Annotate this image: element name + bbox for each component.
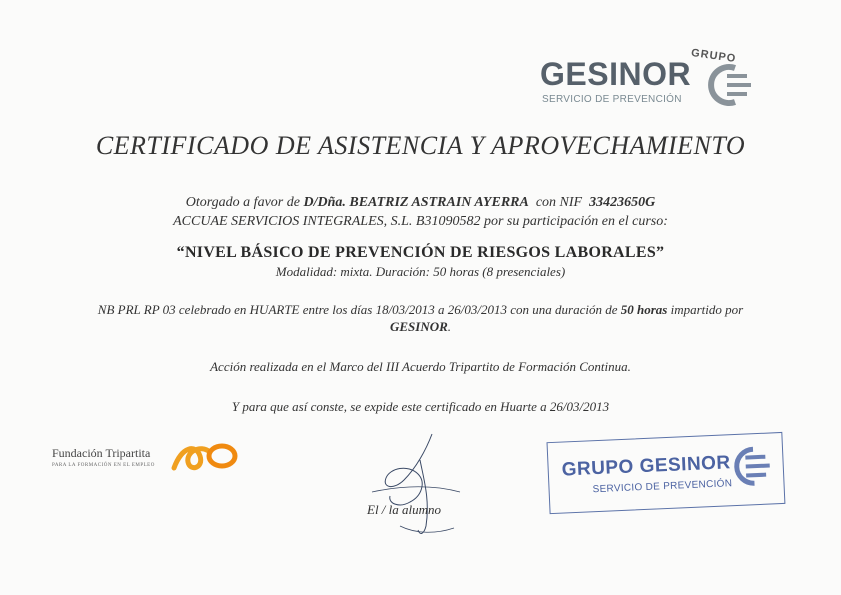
gesinor-logo bbox=[540, 46, 755, 112]
session-end: . bbox=[447, 319, 452, 334]
certificate-title: CERTIFICADO DE ASISTENCIA Y APROVECHAMIENTO bbox=[95, 131, 746, 160]
logo-grupo-text: GRUPO bbox=[690, 46, 737, 66]
course-name: “NIVEL BÁSICO DE PREVENCIÓN DE RIESGOS LABORALES” bbox=[176, 244, 665, 261]
nif-value: 33423650G bbox=[589, 195, 656, 210]
fundacion-name: Fundación Tripartita bbox=[52, 446, 151, 460]
grant-line-2: ACCUAE SERVICIOS INTEGRALES, S.L. B31090582 por su participación en el curso: bbox=[173, 214, 668, 229]
session-hours: 50 horas bbox=[620, 302, 668, 317]
session-line-1 bbox=[0, 302, 841, 318]
student-signature-label: El / la alumno bbox=[367, 502, 442, 517]
session-provider: GESINOR bbox=[389, 319, 448, 334]
grupo-gesinor-stamp bbox=[546, 432, 787, 516]
fundacion-tripartita-logo bbox=[52, 446, 155, 468]
logo-subtitle: SERVICIO DE PREVENCIÓN bbox=[542, 94, 682, 105]
action-text: Acción realizada en el Marco del III Acuerdo Tripartito de Formación Continua. bbox=[210, 359, 631, 374]
stamp-subtitle: SERVICIO DE PREVENCIÓN bbox=[592, 478, 733, 496]
stamp-wordmark: GRUPO GESINOR bbox=[561, 452, 732, 481]
gesinor-mark-icon bbox=[705, 62, 753, 108]
fundacion-subtitle: PARA LA FORMACIÓN EN EL EMPLEO bbox=[52, 463, 155, 468]
grant-line-1 bbox=[0, 195, 841, 211]
session-text: NB PRL RP 03 celebrado en HUARTE entre los días 18/03/2013 a 26/03/2013 con una duración de bbox=[97, 302, 618, 317]
grant-prefix: Otorgado a favor de bbox=[185, 195, 300, 210]
session-text-after: impartido por bbox=[670, 302, 744, 317]
person-name: BEATRIZ ASTRAIN AYERRA bbox=[349, 195, 529, 210]
logo-wordmark: GESINOR bbox=[540, 56, 692, 92]
nif-label: con NIF bbox=[535, 195, 583, 210]
person-label: D/Dña. bbox=[303, 195, 346, 210]
session-line-2 bbox=[0, 319, 841, 335]
signature-icon bbox=[360, 430, 480, 540]
course-details: Modalidad: mixta. Duración: 50 horas (8 presenciales) bbox=[275, 264, 566, 279]
closing-text: Y para que así conste, se expide este certificado en Huarte a 26/03/2013 bbox=[231, 399, 610, 414]
fundacion-swirl-icon bbox=[170, 438, 242, 474]
